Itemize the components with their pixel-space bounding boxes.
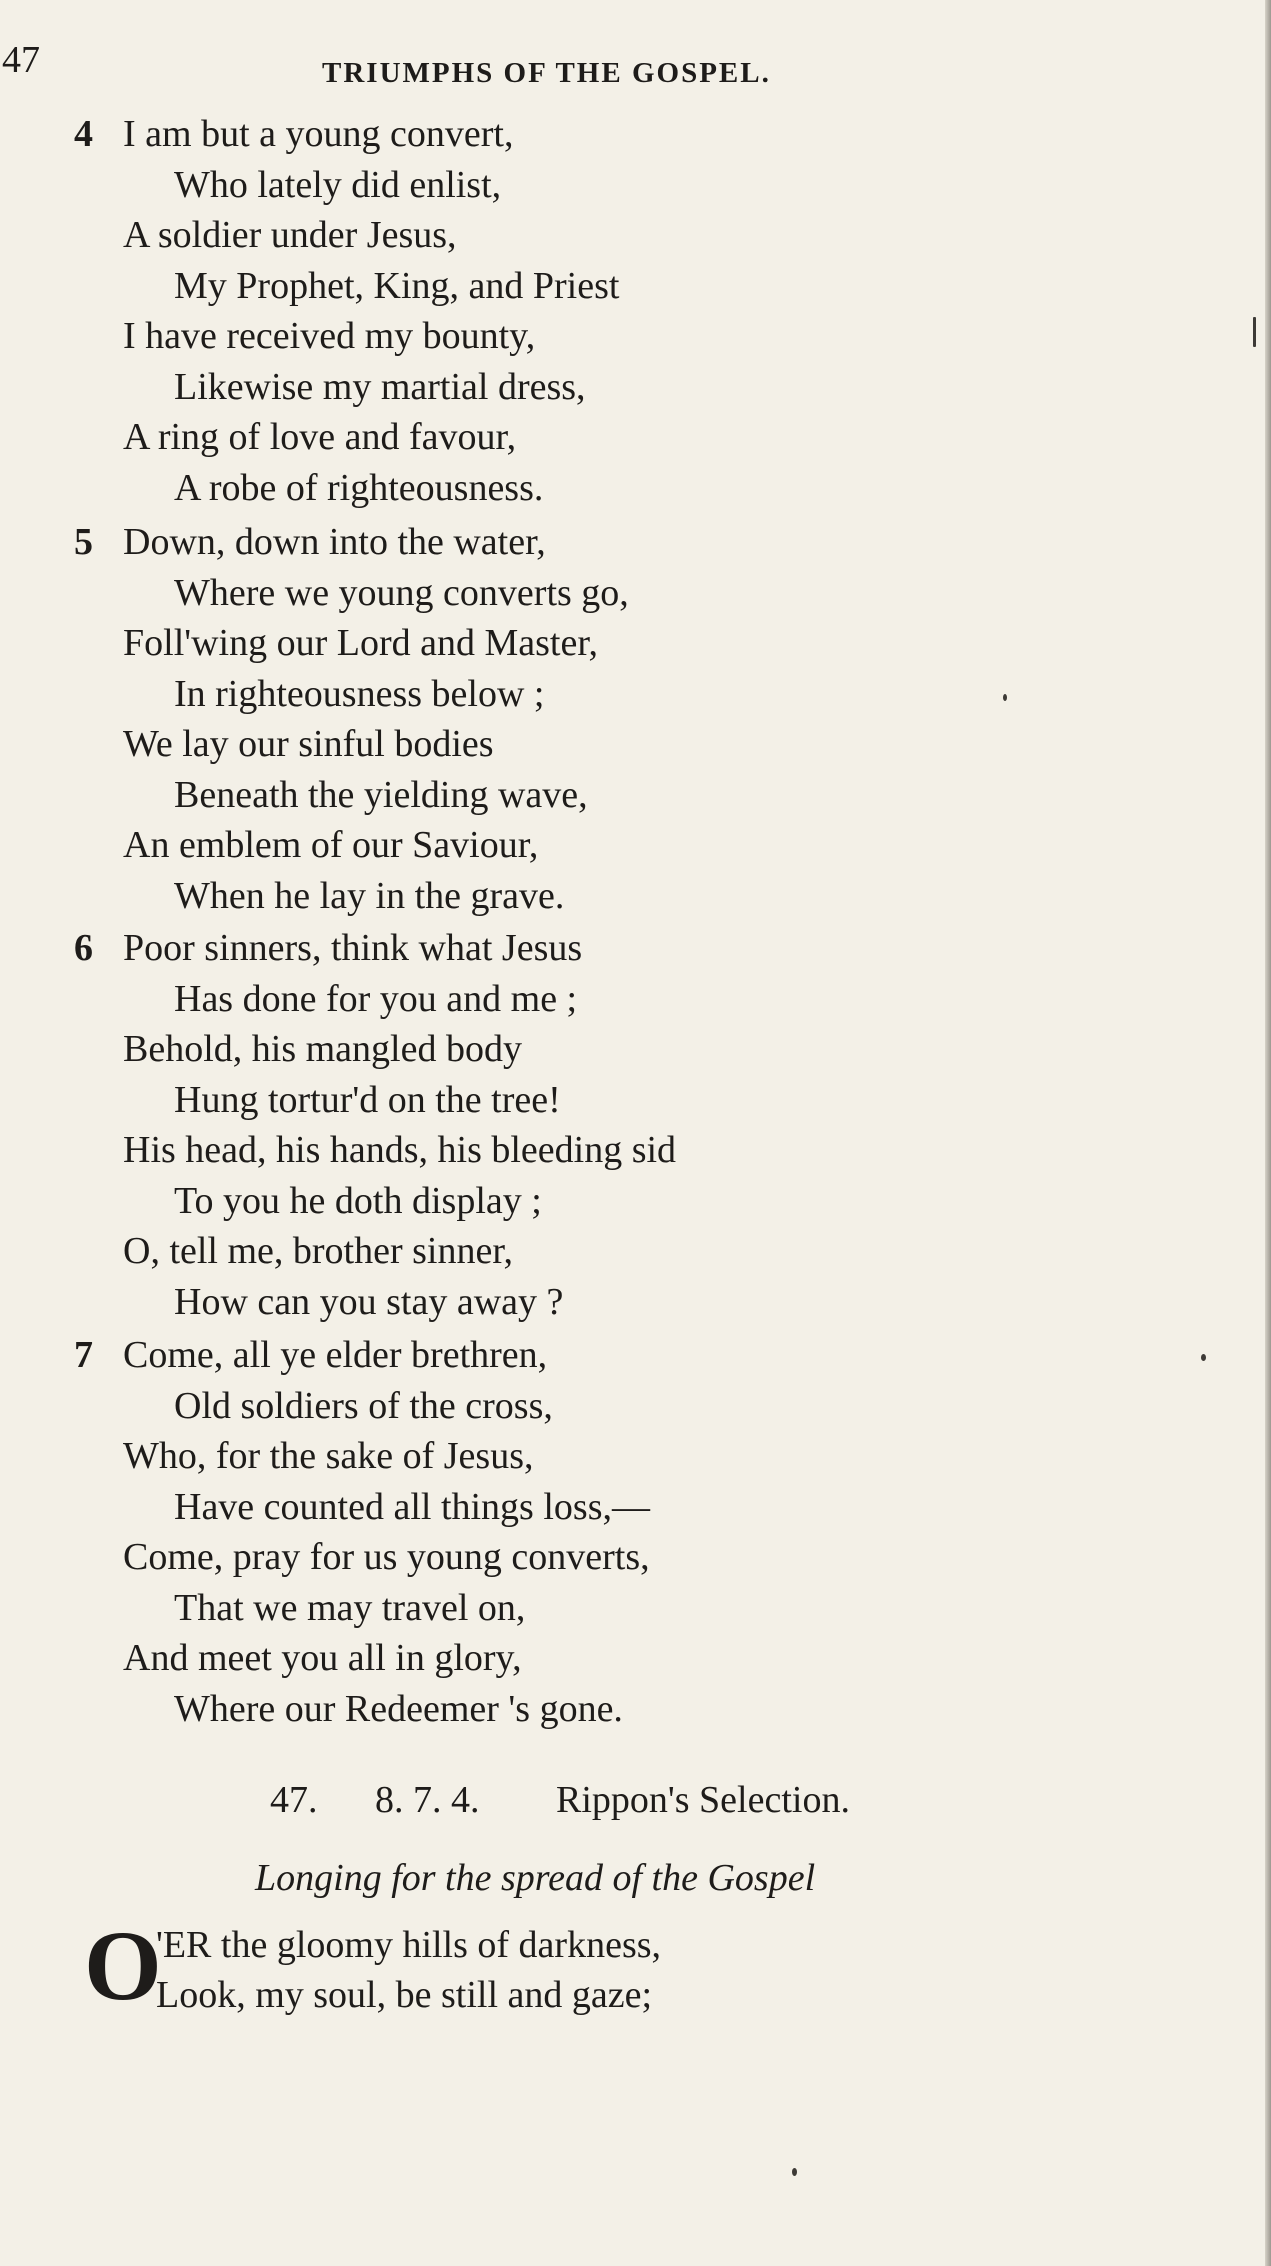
verse-line: Likewise my martial dress, — [174, 365, 586, 408]
verse-line: I have received my bounty, — [123, 315, 536, 357]
verse-line: A soldier under Jesus, — [123, 214, 457, 256]
verse-line: Look, my soul, be still and gaze; — [156, 1974, 653, 2016]
verse-line: Come, all ye elder brethren, — [123, 1334, 548, 1376]
verse-line: Behold, his mangled body — [123, 1028, 522, 1070]
page-gutter-edge — [1265, 0, 1271, 2266]
stanza-5 — [74, 517, 974, 921]
stanza-number: 7 — [74, 1334, 93, 1376]
verse-line: Foll'wing our Lord and Master, — [123, 622, 598, 664]
stanza-number: 6 — [74, 927, 93, 969]
verse-line: Down, down into the water, — [123, 521, 546, 563]
verse-line: 'ER the gloomy hills of darkness, — [156, 1924, 662, 1966]
stanza-number: 4 — [74, 113, 93, 155]
verse-line: How can you stay away ? — [174, 1280, 564, 1323]
ink-speck — [792, 2168, 797, 2176]
verse-line: A ring of love and favour, — [123, 416, 517, 458]
verse-line: An emblem of our Saviour, — [123, 824, 539, 866]
verse-line: When he lay in the grave. — [174, 874, 565, 917]
hymn-title: Longing for the spread of the Gospel — [255, 1857, 816, 1899]
verse-line: Where our Redeemer 's gone. — [174, 1687, 623, 1730]
hymn-meter: 8. 7. 4. — [375, 1779, 480, 1821]
verse-line: To you he doth display ; — [174, 1179, 542, 1222]
verse-line: And meet you all in glory, — [123, 1637, 522, 1679]
stanza-6 — [74, 923, 974, 1327]
hymn-number: 47. — [270, 1779, 318, 1821]
verse-line: O, tell me, brother sinner, — [123, 1230, 513, 1272]
verse-line: My Prophet, King, and Priest — [174, 264, 620, 307]
page-number: 47 — [2, 39, 40, 81]
ink-speck — [1003, 694, 1007, 701]
verse-line: Has done for you and me ; — [174, 977, 578, 1020]
verse-line: That we may travel on, — [174, 1586, 526, 1629]
ink-speck — [1253, 317, 1256, 347]
verse-line: Where we young converts go, — [174, 571, 629, 614]
verse-line: Old soldiers of the cross, — [174, 1384, 553, 1427]
hymn-source: Rippon's Selection. — [556, 1779, 850, 1821]
stanza-4 — [74, 109, 974, 513]
verse-line: In righteousness below ; — [174, 672, 545, 715]
verse-line: Who, for the sake of Jesus, — [123, 1435, 534, 1477]
verse-line: His head, his hands, his bleeding sid — [123, 1129, 677, 1171]
verse-line: Beneath the yielding wave, — [174, 773, 588, 816]
verse-line: Who lately did enlist, — [174, 163, 502, 206]
verse-line: Hung tortur'd on the tree! — [174, 1078, 561, 1121]
verse-line: We lay our sinful bodies — [123, 723, 494, 765]
running-head: TRIUMPHS OF THE GOSPEL. — [322, 57, 771, 89]
stanza-number: 5 — [74, 521, 93, 563]
verse-line: Have counted all things loss,— — [174, 1485, 650, 1528]
verse-line: I am but a young convert, — [123, 113, 514, 155]
verse-line: Poor sinners, think what Jesus — [123, 927, 583, 969]
ink-speck — [1201, 1354, 1206, 1361]
verse-line: A robe of righteousness. — [174, 466, 544, 509]
stanza-7 — [74, 1330, 974, 1734]
verse-line: Come, pray for us young converts, — [123, 1536, 650, 1578]
drop-cap-letter: O — [84, 1910, 162, 2021]
